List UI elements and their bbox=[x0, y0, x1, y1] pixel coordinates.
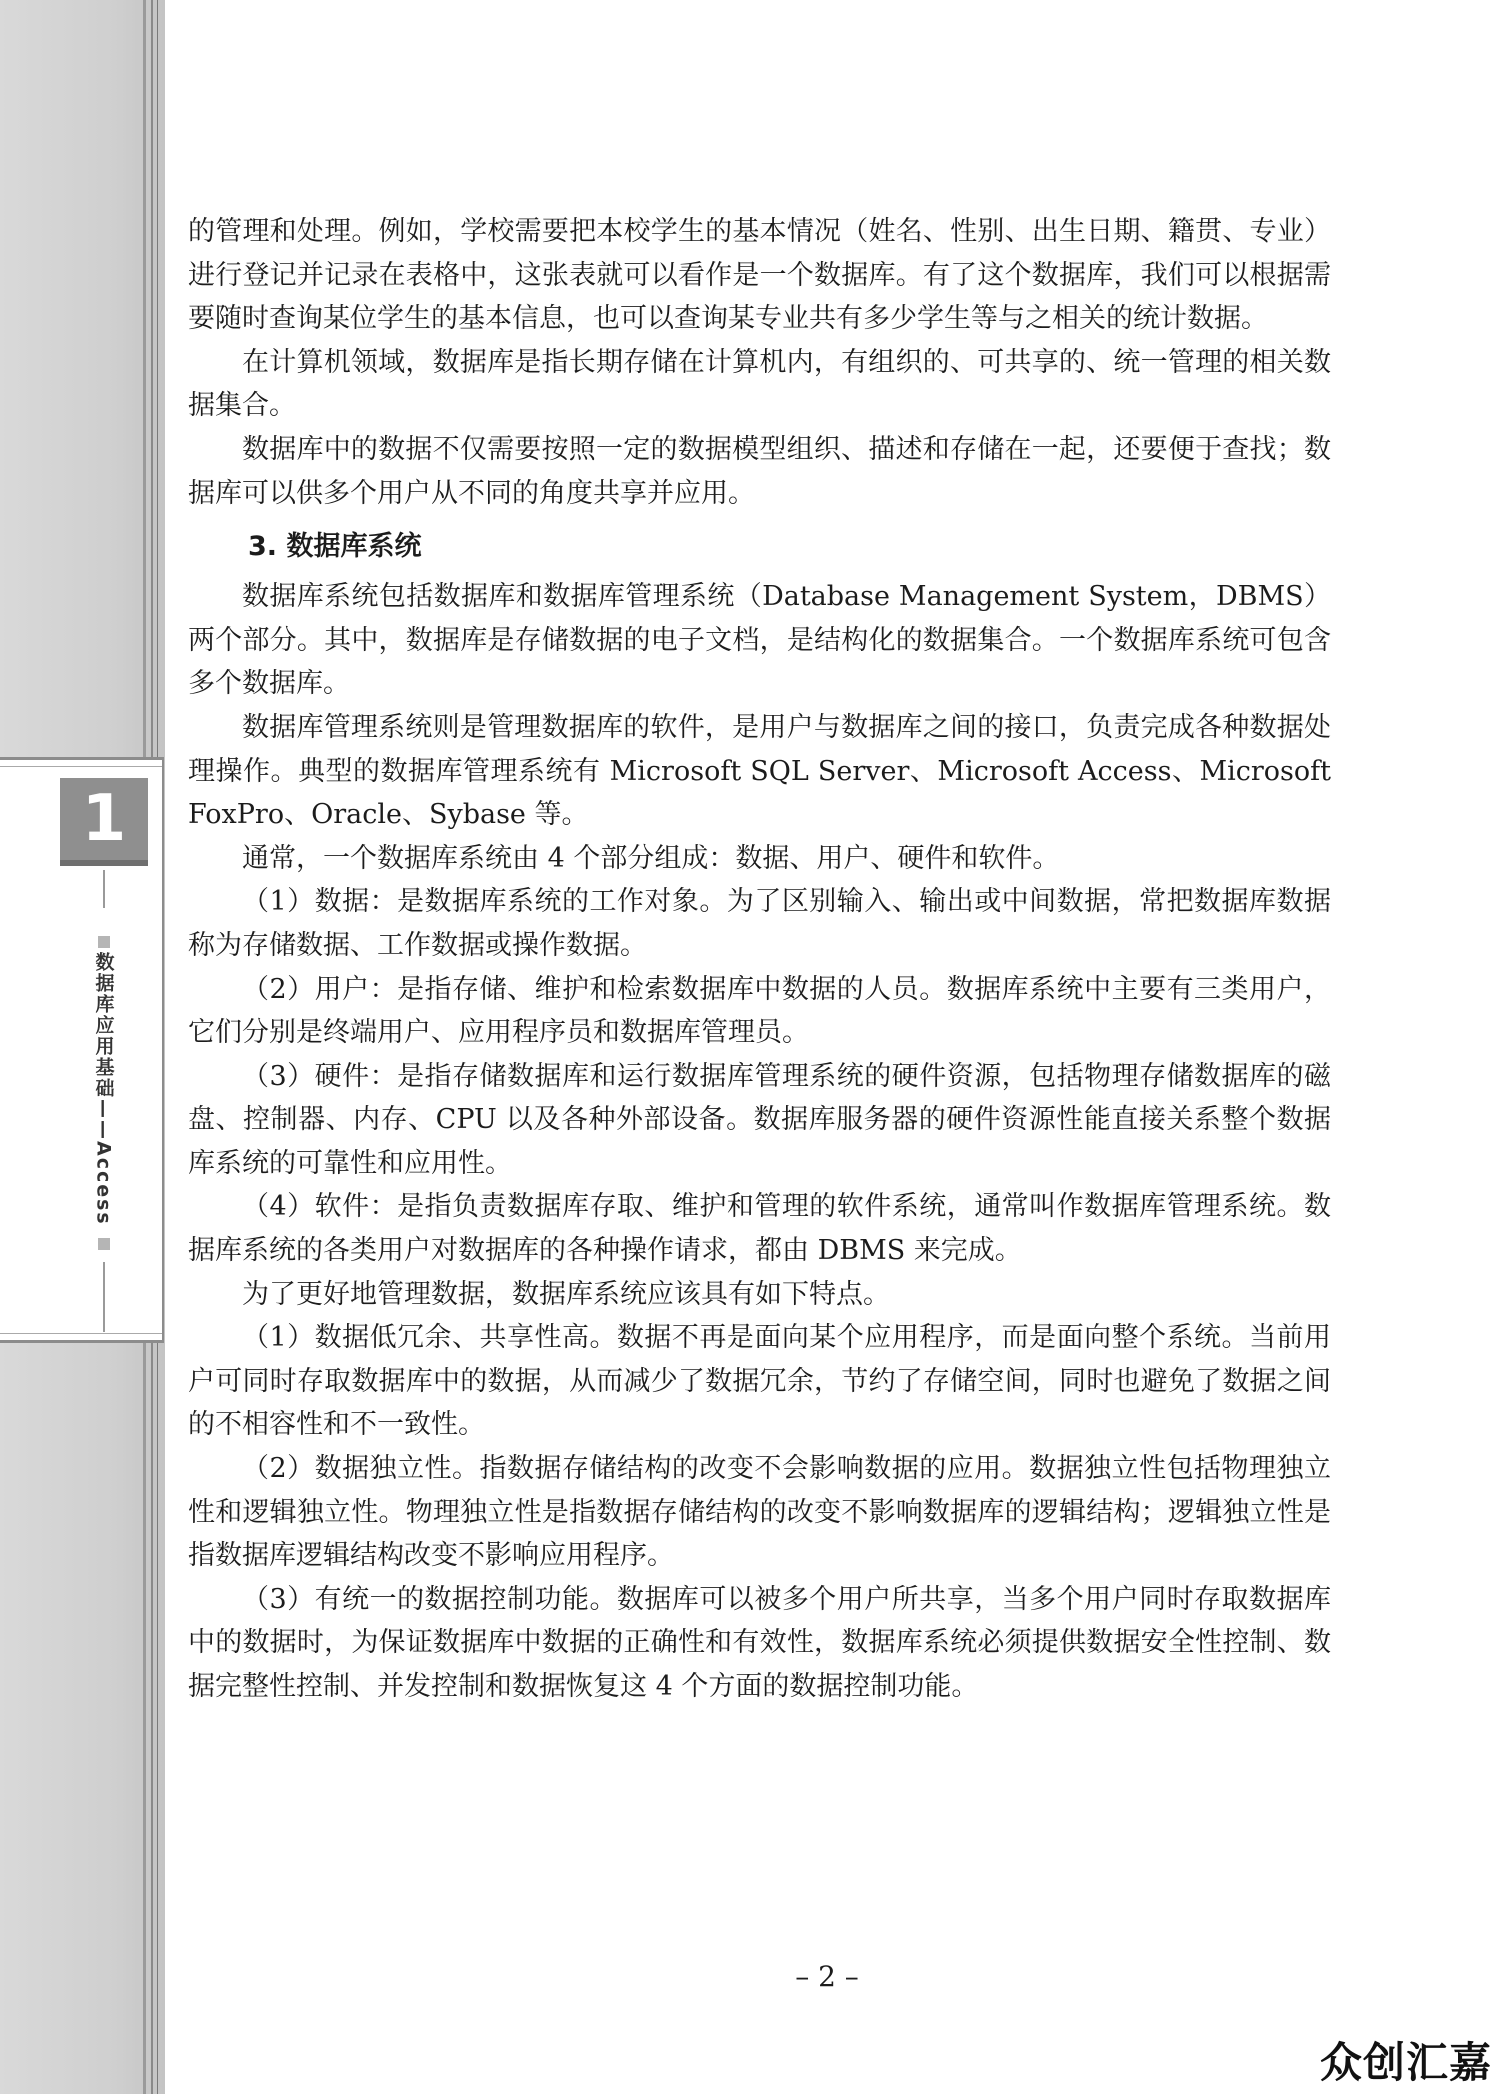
list-item: （3）硬件：是指存储数据库和运行数据库管理系统的硬件资源，包括物理存储数据库的磁盘、控制器、内存、CPU 以及各种外部设备。数据库服务器的硬件资源性能直接关系整个数据库系统的可靠性和应用性。 bbox=[188, 1060, 1331, 1179]
chapter-badge bbox=[60, 778, 148, 866]
paragraph: 数据库管理系统则是管理数据库的软件，是用户与数据库之间的接口，负责完成各种数据处理操作。典型的数据库管理系统有 Microsoft SQL Server、Microsoft Access、Microsoft FoxPro、Oracle、Sybase 等。 bbox=[188, 711, 1331, 831]
watermark-logo: 众创汇嘉 bbox=[1319, 2038, 1492, 2087]
paragraph: 在计算机领域，数据库是指长期存储在计算机内，有组织的、可共享的、统一管理的相关数据集合。 bbox=[188, 346, 1331, 422]
divider bbox=[103, 870, 105, 908]
square-marker-icon bbox=[98, 936, 110, 948]
list-item: （4）软件：是指负责数据库存取、维护和管理的软件系统，通常叫作数据库管理系统。数据库系统的各类用户对数据库的各种操作请求，都由 DBMS 来完成。 bbox=[188, 1191, 1331, 1267]
divider bbox=[103, 1262, 105, 1332]
paragraph: 数据库系统包括数据库和数据库管理系统（Database Management System，DBMS）两个部分。其中，数据库是存储数据的电子文档，是结构化的数据集合。一个数据库系统可包含多个数据库。 bbox=[188, 581, 1331, 700]
page-number: – 2 – bbox=[795, 1960, 859, 1993]
main-content bbox=[188, 210, 1331, 1709]
square-marker-icon bbox=[98, 1238, 110, 1250]
list-item: （2）用户：是指存储、维护和检索数据库中数据的人员。数据库系统中主要有三类用户，它们分别是终端用户、应用程序员和数据库管理员。 bbox=[188, 973, 1331, 1049]
divider bbox=[0, 1333, 162, 1334]
chapter-tab bbox=[0, 757, 164, 1343]
paragraph: 为了更好地管理数据，数据库系统应该具有如下特点。 bbox=[242, 1278, 890, 1310]
list-item: （3）有统一的数据控制功能。数据库可以被多个用户所共享，当多个用户同时存取数据库中的数据时，为保证数据库中数据的正确性和有效性，数据库系统必须提供数据安全性控制、数据完整性控制、并发控制和数据恢复这 4 个方面的数据控制功能。 bbox=[188, 1583, 1331, 1702]
paragraph: 的管理和处理。例如，学校需要把本校学生的基本情况（姓名、性别、出生日期、籍贯、专业）进行登记并记录在表格中，这张表就可以看作是一个数据库。有了这个数据库，我们可以根据需要随时查询某位学生的基本信息，也可以查询某专业共有多少学生等与之相关的统计数据。 bbox=[188, 216, 1331, 335]
chapter-number: 1 bbox=[81, 782, 127, 856]
list-item: （1）数据：是数据库系统的工作对象。为了区别输入、输出或中间数据，常把数据库数据称为存储数据、工作数据或操作数据。 bbox=[188, 886, 1331, 961]
divider bbox=[0, 766, 162, 767]
list-item: （1）数据低冗余、共享性高。数据不再是面向某个应用程序，而是面向整个系统。当前用户可同时存取数据库中的数据，从而减少了数据冗余，节约了存储空间，同时也避免了数据之间的不相容性和不一致性。 bbox=[188, 1322, 1331, 1441]
paragraph: 通常，一个数据库系统由 4 个部分组成：数据、用户、硬件和软件。 bbox=[242, 842, 1060, 874]
sidebar bbox=[0, 0, 165, 2094]
section-heading: 3. 数据库系统 bbox=[248, 531, 422, 563]
paragraph: 数据库中的数据不仅需要按照一定的数据模型组织、描述和存储在一起，还要便于查找；数据库可以供多个用户从不同的角度共享并应用。 bbox=[188, 433, 1331, 509]
book-title: 数据库应用基础——Access bbox=[92, 952, 115, 1226]
list-item: （2）数据独立性。指数据存储结构的改变不会影响数据的应用。数据独立性包括物理独立性和逻辑独立性。物理独立性是指数据存储结构的改变不影响数据库的逻辑结构；逻辑独立性是指数据库逻辑结构改变不影响应用程序。 bbox=[188, 1453, 1331, 1572]
